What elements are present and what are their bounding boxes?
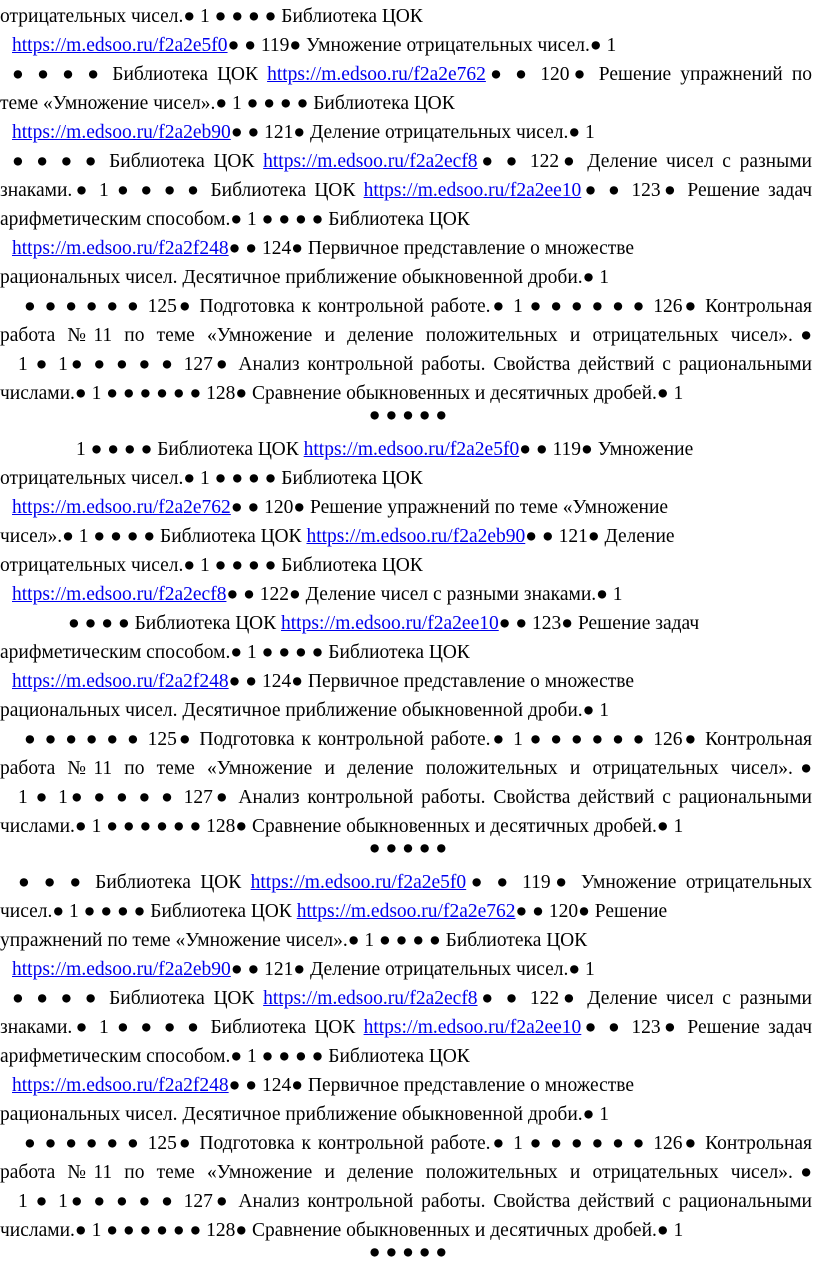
text-line xyxy=(0,402,816,430)
text-line xyxy=(0,264,812,292)
text-run: ● ● 124● Первичное представление о множестве xyxy=(228,1075,635,1096)
text-line xyxy=(12,61,812,89)
text-line xyxy=(0,523,812,551)
text-line xyxy=(24,293,812,321)
text-run: ● ● 120● Решение упражнений по теме «Умножение xyxy=(230,497,669,518)
library-link[interactable]: https://m.edsoo.ru/f2a2eb90 xyxy=(12,959,231,980)
library-link[interactable]: https://m.edsoo.ru/f2a2ecf8 xyxy=(263,988,478,1009)
library-link[interactable]: https://m.edsoo.ru/f2a2e762 xyxy=(267,64,486,85)
text-line xyxy=(18,784,812,812)
text-run: ● ● 120● Решение xyxy=(515,901,668,922)
text-run: ● ● ● ● Библиотека ЦОК xyxy=(12,64,268,85)
library-link[interactable]: https://m.edsoo.ru/f2a2ecf8 xyxy=(263,151,478,172)
text-run: ● ● 122● Деление чисел с разными xyxy=(477,151,812,172)
library-link[interactable]: https://m.edsoo.ru/f2a2f248 xyxy=(12,671,229,692)
text-run: работа №11 по теме «Умножение и деление положительных и отрицательных чисел».● xyxy=(0,758,812,779)
text-line xyxy=(0,206,812,234)
library-link[interactable]: https://m.edsoo.ru/f2a2e5f0 xyxy=(250,872,467,893)
text-line xyxy=(76,436,812,464)
text-run: 1 ● 1● ● ● ● ● 127● Анализ контрольной работы. Свойства действий с рациональными xyxy=(18,354,812,375)
text-run: арифметическим способом.● 1 ● ● ● ● Библиотека ЦОК xyxy=(0,1046,470,1067)
text-run: знаками.● 1 ● ● ● ● Библиотека ЦОК xyxy=(0,180,364,201)
text-line xyxy=(0,552,812,580)
text-run: ● ● 119● Умножение xyxy=(519,439,694,460)
library-link[interactable]: https://m.edsoo.ru/f2a2eb90 xyxy=(306,526,526,547)
text-line xyxy=(24,726,812,754)
text-run: 1 ● ● ● ● Библиотека ЦОК xyxy=(76,439,304,460)
text-run: ● ● ● ● Библиотека ЦОК xyxy=(12,988,264,1009)
text-run: ● ● 122● Деление чисел с разными знаками.● 1 xyxy=(226,584,623,605)
text-run: ● ● ● ● ● xyxy=(368,838,448,859)
text-line xyxy=(0,90,812,118)
text-run: упражнений по теме «Умножение чисел».● 1 ● ● ● ● Библиотека ЦОК xyxy=(0,930,588,951)
library-link[interactable]: https://m.edsoo.ru/f2a2ecf8 xyxy=(12,584,227,605)
text-run: знаками.● 1 ● ● ● ● Библиотека ЦОК xyxy=(0,1017,364,1038)
text-run: чисел».● 1 ● ● ● ● Библиотека ЦОК xyxy=(0,526,307,547)
library-link[interactable]: https://m.edsoo.ru/f2a2ee10 xyxy=(363,180,582,201)
text-line xyxy=(0,898,812,926)
text-line xyxy=(12,1072,812,1100)
text-run: ● ● 119● Умножение отрицательных xyxy=(466,872,812,893)
text-run: ● ● ● ● Библиотека ЦОК xyxy=(12,151,264,172)
text-run: ● ● ● ● ● ● 125● Подготовка к контрольной работе.● 1 ● ● ● ● ● ● 126● Контрольная xyxy=(24,729,812,750)
text-run: 1 ● 1● ● ● ● ● 127● Анализ контрольной работы. Свойства действий с рациональными xyxy=(18,787,812,808)
text-run: ● ● ● Библиотека ЦОК xyxy=(18,872,251,893)
library-link[interactable]: https://m.edsoo.ru/f2a2e762 xyxy=(12,497,231,518)
text-line xyxy=(0,1014,812,1042)
text-line xyxy=(0,1043,812,1071)
text-line xyxy=(0,1101,812,1129)
text-run: ● ● ● ● ● ● 125● Подготовка к контрольной работе.● 1 ● ● ● ● ● ● 126● Контрольная xyxy=(24,296,812,317)
text-line xyxy=(0,322,812,350)
text-line xyxy=(68,610,812,638)
text-line xyxy=(0,639,812,667)
library-link[interactable]: https://m.edsoo.ru/f2a2e762 xyxy=(296,901,516,922)
text-run: ● ● 124● Первичное представление о множестве xyxy=(228,238,635,259)
text-run: числами.● 1 ● ● ● ● ● ● 128● Сравнение обыкновенных и десятичных дробей.● 1 xyxy=(0,816,684,837)
text-run: ● ● 119● Умножение отрицательных чисел.● 1 xyxy=(227,35,617,56)
text-run: отрицательных чисел.● 1 ● ● ● ● Библиотека ЦОК xyxy=(0,468,423,489)
text-run: отрицательных чисел.● 1 ● ● ● ● Библиотека ЦОК xyxy=(0,6,423,27)
text-line xyxy=(12,581,812,609)
library-link[interactable]: https://m.edsoo.ru/f2a2f248 xyxy=(12,238,229,259)
text-run: работа №11 по теме «Умножение и деление положительных и отрицательных чисел».● xyxy=(0,325,812,346)
text-run: ● ● 120● Решение упражнений по xyxy=(485,64,812,85)
text-run: ● ● ● ● ● ● 125● Подготовка к контрольной работе.● 1 ● ● ● ● ● ● 126● Контрольная xyxy=(24,1133,812,1154)
library-link[interactable]: https://m.edsoo.ru/f2a2ee10 xyxy=(281,613,499,634)
library-link[interactable]: https://m.edsoo.ru/f2a2e5f0 xyxy=(12,35,228,56)
text-line xyxy=(12,32,812,60)
text-line xyxy=(0,465,812,493)
text-run: ● ● ● ● ● xyxy=(368,405,448,426)
text-line xyxy=(24,1130,812,1158)
text-run: ● ● 121● Деление отрицательных чисел.● 1 xyxy=(230,959,595,980)
text-line xyxy=(0,1239,816,1265)
text-run: рациональных чисел. Десятичное приближение обыкновенной дроби.● 1 xyxy=(0,700,610,721)
text-run: числами.● 1 ● ● ● ● ● ● 128● Сравнение обыкновенных и десятичных дробей.● 1 xyxy=(0,383,684,404)
text-run: ● ● ● ● Библиотека ЦОК xyxy=(68,613,282,634)
text-line xyxy=(12,985,812,1013)
text-run: теме «Умножение чисел».● 1 ● ● ● ● Библиотека ЦОК xyxy=(0,93,455,114)
text-line xyxy=(18,869,812,897)
text-line xyxy=(0,927,812,955)
text-line xyxy=(0,755,812,783)
text-run: работа №11 по теме «Умножение и деление положительных и отрицательных чисел».● xyxy=(0,1162,812,1183)
text-line xyxy=(0,3,812,31)
text-run: ● ● 121● Деление отрицательных чисел.● 1 xyxy=(230,122,595,143)
text-run: ● ● 121● Деление xyxy=(525,526,675,547)
library-link[interactable]: https://m.edsoo.ru/f2a2f248 xyxy=(12,1075,229,1096)
library-link[interactable]: https://m.edsoo.ru/f2a2eb90 xyxy=(12,122,231,143)
text-run: рациональных чисел. Десятичное приближение обыкновенной дроби.● 1 xyxy=(0,1104,610,1125)
text-line xyxy=(12,668,812,696)
text-line xyxy=(0,177,812,205)
library-link[interactable]: https://m.edsoo.ru/f2a2ee10 xyxy=(363,1017,582,1038)
text-line xyxy=(0,835,816,863)
text-line xyxy=(0,1159,812,1187)
text-line xyxy=(18,1188,812,1216)
text-run: отрицательных чисел.● 1 ● ● ● ● Библиотека ЦОК xyxy=(0,555,423,576)
text-run: ● ● 122● Деление чисел с разными xyxy=(477,988,812,1009)
text-line xyxy=(12,494,812,522)
text-run: ● ● 123● Решение задач xyxy=(581,180,812,201)
text-line xyxy=(12,235,812,263)
text-line xyxy=(0,697,812,725)
text-run: рациональных чисел. Десятичное приближение обыкновенной дроби.● 1 xyxy=(0,267,610,288)
text-run: ● ● ● ● ● xyxy=(368,1242,448,1263)
text-run: ● ● 123● Решение задач xyxy=(498,613,700,634)
text-run: чисел.● 1 ● ● ● ● Библиотека ЦОК xyxy=(0,901,297,922)
text-run: 1 ● 1● ● ● ● ● 127● Анализ контрольной работы. Свойства действий с рациональными xyxy=(18,1191,812,1212)
text-line xyxy=(12,119,812,147)
text-run: арифметическим способом.● 1 ● ● ● ● Библиотека ЦОК xyxy=(0,642,470,663)
library-link[interactable]: https://m.edsoo.ru/f2a2e5f0 xyxy=(303,439,520,460)
text-run: арифметическим способом.● 1 ● ● ● ● Библиотека ЦОК xyxy=(0,209,470,230)
text-line xyxy=(12,956,812,984)
text-run: ● ● 123● Решение задач xyxy=(581,1017,812,1038)
text-line xyxy=(18,351,812,379)
text-run: ● ● 124● Первичное представление о множестве xyxy=(228,671,635,692)
text-run: числами.● 1 ● ● ● ● ● ● 128● Сравнение обыкновенных и десятичных дробей.● 1 xyxy=(0,1220,684,1241)
text-line xyxy=(12,148,812,176)
